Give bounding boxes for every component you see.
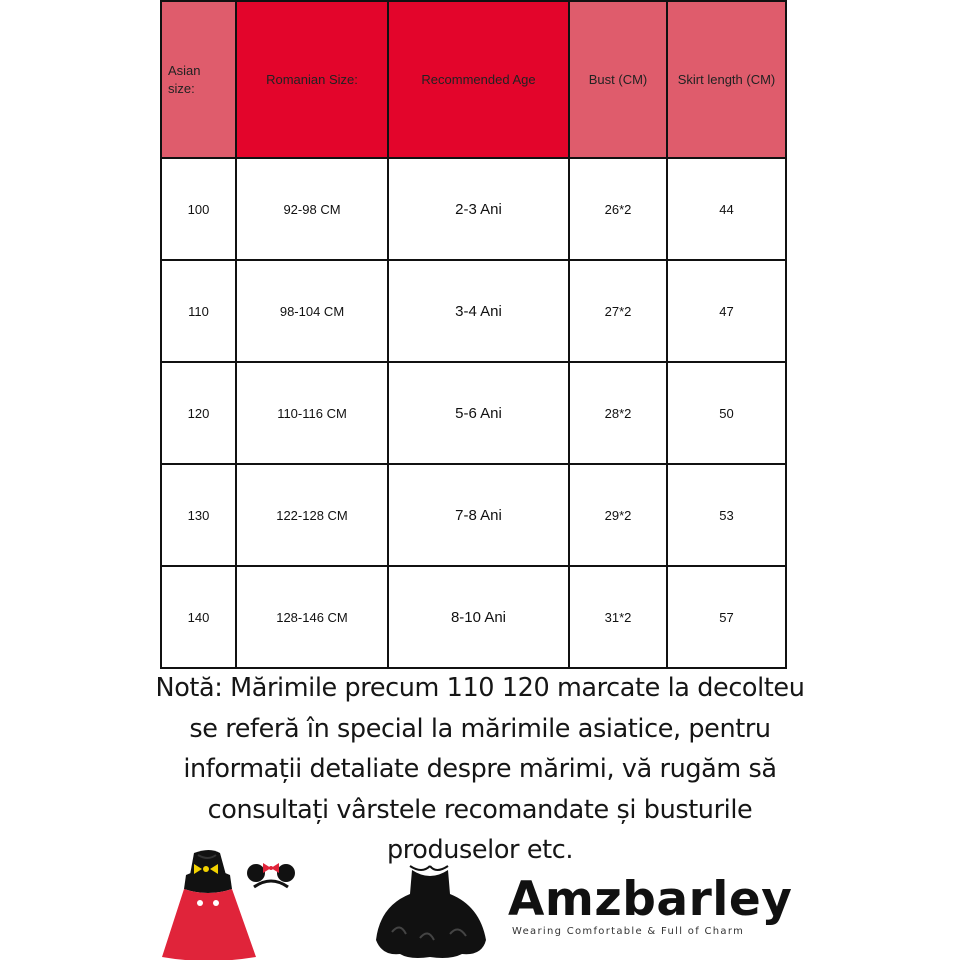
size-note-text: Notă: Mărimile precum 110 120 marcate la decolteu se referă în special la mărimile asiatice, pentru informații detaliate despre mărimi, vă rugăm să consultați vârstele recomandate și busturile produselor etc.	[155, 673, 805, 865]
cell-bust: 27*2	[569, 260, 667, 362]
cell-asian-size: 130	[161, 464, 236, 566]
cell-asian-size: 140	[161, 566, 236, 668]
brand-logo-name: Amzbarley	[508, 872, 793, 927]
black-tutu-dress-image	[370, 862, 490, 960]
header-recommended-age: Recommended Age	[388, 1, 569, 158]
header-romanian-size: Romanian Size:	[236, 1, 388, 158]
cell-skirt-length: 53	[667, 464, 786, 566]
table-row	[161, 260, 786, 362]
cell-romanian-size: 128-146 CM	[236, 566, 388, 668]
header-asian-size: Asian size:	[161, 1, 236, 158]
brand-logo	[508, 872, 808, 948]
cell-skirt-length: 57	[667, 566, 786, 668]
cell-asian-size: 110	[161, 260, 236, 362]
minnie-dress-image	[160, 845, 300, 960]
table-row	[161, 158, 786, 260]
table-row	[161, 362, 786, 464]
cell-bust: 26*2	[569, 158, 667, 260]
cell-romanian-size: 98-104 CM	[236, 260, 388, 362]
cell-bust: 28*2	[569, 362, 667, 464]
cell-recommended-age: 8-10 Ani	[388, 566, 569, 668]
cell-recommended-age: 2-3 Ani	[388, 158, 569, 260]
header-skirt-length: Skirt length (CM)	[667, 1, 786, 158]
brand-logo-tagline: Wearing Comfortable & Full of Charm	[512, 926, 745, 937]
table-header-row	[161, 1, 786, 158]
cell-romanian-size: 92-98 CM	[236, 158, 388, 260]
cell-skirt-length: 44	[667, 158, 786, 260]
cell-bust: 31*2	[569, 566, 667, 668]
cell-romanian-size: 110-116 CM	[236, 362, 388, 464]
header-bust: Bust (CM)	[569, 1, 667, 158]
cell-asian-size: 100	[161, 158, 236, 260]
table-row	[161, 566, 786, 668]
cell-recommended-age: 7-8 Ani	[388, 464, 569, 566]
cell-romanian-size: 122-128 CM	[236, 464, 388, 566]
cell-skirt-length: 50	[667, 362, 786, 464]
cell-skirt-length: 47	[667, 260, 786, 362]
table-row	[161, 464, 786, 566]
cell-asian-size: 120	[161, 362, 236, 464]
cell-recommended-age: 3-4 Ani	[388, 260, 569, 362]
cell-bust: 29*2	[569, 464, 667, 566]
cell-recommended-age: 5-6 Ani	[388, 362, 569, 464]
size-chart-table	[160, 0, 787, 669]
